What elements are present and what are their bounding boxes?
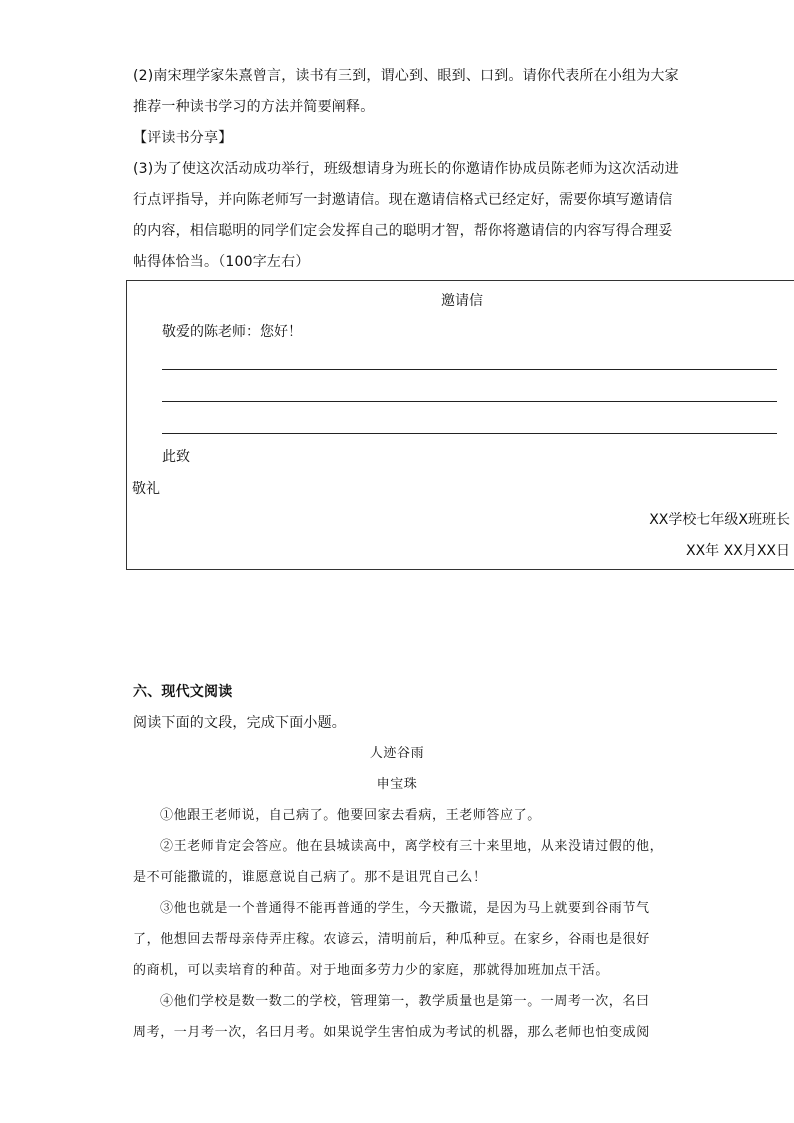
letter-closing-1: 此致 <box>162 449 190 465</box>
letter-date: XX年 XX月XX日 <box>686 543 790 559</box>
invitation-letter-box <box>126 280 794 570</box>
article-title: 人迹谷雨 <box>369 746 425 761</box>
paragraph-2-line-2: 是不可能撒谎的，谁愿意说自己病了。那不是诅咒自己么！ <box>133 870 487 885</box>
paragraph-3-line-2: 了，他想回去帮母亲侍弄庄稼。农谚云，清明前后，种瓜种豆。在家乡，谷雨也是很好 <box>133 932 650 947</box>
question-3-line-2: 行点评指导，并向陈老师写一封邀请信。现在邀请信格式已经定好，需要你填写邀请信 <box>133 192 673 208</box>
question-3-line-1: (3)为了使这次活动成功举行，班级想请身为班长的你邀请作协成员陈老师为这次活动进 <box>133 161 679 177</box>
question-3-line-3: 的内容，相信聪明的同学们定会发挥自己的聪明才智，帮你将邀请信的内容写得合理妥 <box>133 223 673 239</box>
letter-title: 邀请信 <box>441 293 483 309</box>
article-author: 申宝珠 <box>376 777 418 792</box>
paragraph-1: ①他跟王老师说，自己病了。他要回家去看病，王老师答应了。 <box>160 808 541 823</box>
section-six-heading: 六、现代文阅读 <box>133 684 233 700</box>
paragraph-2-line-1: ②王老师肯定会答应。他在县城读高中，离学校有三十来里地，从来没请过假的他， <box>160 839 664 854</box>
letter-greeting: 敬爱的陈老师：您好！ <box>162 324 302 340</box>
answer-line-1[interactable] <box>162 369 777 370</box>
letter-signature: XX学校七年级X班班长 <box>649 512 790 528</box>
paragraph-3-line-1: ③他也就是一个普通得不能再普通的学生，今天撒谎，是因为马上就要到谷雨节气 <box>160 901 650 916</box>
question-2-line-2: 推荐一种读书学习的方法并简要阐释。 <box>133 99 375 115</box>
question-3-line-4: 帖得体恰当。（100字左右） <box>133 254 310 270</box>
question-2-line-1: (2)南宋理学家朱熹曾言，读书有三到，谓心到、眼到、口到。请你代表所在小组为大家 <box>133 68 679 84</box>
paragraph-4-line-2: 周考，一月考一次，名曰月考。如果说学生害怕成为考试的机器，那么老师也怕变成阅 <box>133 1025 650 1040</box>
paragraph-3-line-3: 的商机，可以卖培育的种苗。对于地面多劳力少的家庭，那就得加班加点干活。 <box>133 963 610 978</box>
letter-closing-2: 敬礼 <box>132 481 160 497</box>
review-share-heading: 【评读书分享】 <box>133 130 233 146</box>
reading-instruction: 阅读下面的文段，完成下面小题。 <box>133 715 346 731</box>
paragraph-4-line-1: ④他们学校是数一数二的学校，管理第一，教学质量也是第一。一周考一次，名曰 <box>160 994 650 1009</box>
answer-line-3[interactable] <box>162 433 777 434</box>
answer-line-2[interactable] <box>162 401 777 402</box>
